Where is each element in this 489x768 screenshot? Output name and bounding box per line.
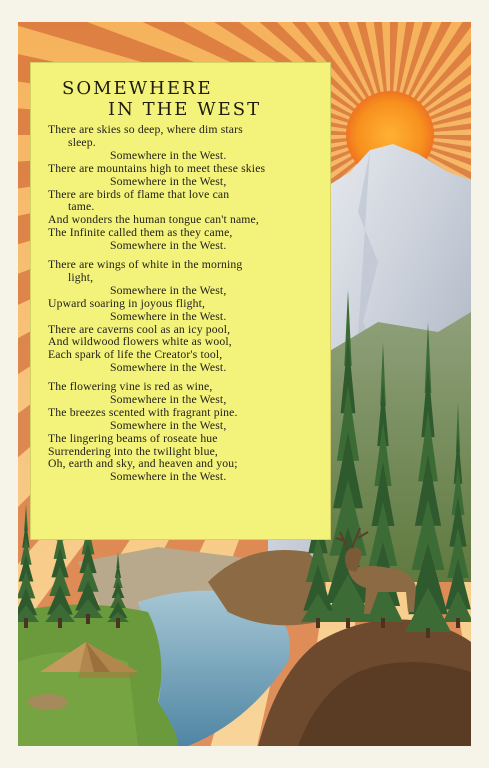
poem-title-line-1: SOMEWHERE bbox=[62, 78, 213, 99]
poem-line: Somewhere in the West. bbox=[110, 239, 227, 253]
poem-line: The flowering vine is red as wine, bbox=[48, 380, 213, 393]
poem-line: The breezes scented with fragrant pine. bbox=[48, 405, 238, 419]
poem-line: Oh, earth and sky, and heaven and you; bbox=[48, 457, 238, 471]
poem-line: And wonders the human tongue can't name, bbox=[48, 213, 259, 227]
poem-line: There are mountains high to meet these skies bbox=[48, 161, 266, 175]
poem-line: The lingering beams of roseate hue bbox=[48, 431, 218, 445]
poem-line: light, bbox=[68, 270, 94, 284]
poem-line: Somewhere in the West. bbox=[110, 309, 227, 323]
poem-line: Somewhere in the West, bbox=[110, 283, 227, 297]
stanza-3 bbox=[48, 381, 328, 484]
stanza-2 bbox=[48, 259, 328, 375]
poem-line: Each spark of life the Creator's tool, bbox=[48, 348, 223, 362]
poem-title-line-2: IN THE WEST bbox=[108, 99, 262, 120]
poem-line: The Infinite called them as they came, bbox=[48, 226, 233, 240]
poem-line: And wildwood flowers white as wool, bbox=[48, 335, 232, 349]
poem-line: Somewhere in the West, bbox=[110, 174, 227, 188]
poem-line: There are skies so deep, where dim stars bbox=[48, 123, 243, 136]
poem-line: There are caverns cool as an icy pool, bbox=[48, 322, 231, 336]
poem-line: sleep. bbox=[68, 135, 96, 149]
poem-line: There are wings of white in the morning bbox=[48, 258, 243, 271]
poem-line: Somewhere in the West, bbox=[110, 418, 227, 432]
poem-line: Somewhere in the West. bbox=[110, 470, 227, 484]
poem-line: Somewhere in the West, bbox=[110, 392, 227, 406]
poem-line: Surrendering into the twilight blue, bbox=[48, 444, 218, 458]
boulder bbox=[28, 694, 68, 710]
poem-line: There are birds of flame that love can bbox=[48, 187, 230, 201]
poem-line: Upward soaring in joyous flight, bbox=[48, 296, 206, 310]
poem-panel bbox=[30, 62, 331, 540]
stanza-1 bbox=[48, 124, 328, 253]
poem-line: Somewhere in the West. bbox=[110, 361, 227, 375]
poem-line: tame. bbox=[68, 200, 95, 214]
poem-line: Somewhere in the West. bbox=[110, 148, 227, 162]
